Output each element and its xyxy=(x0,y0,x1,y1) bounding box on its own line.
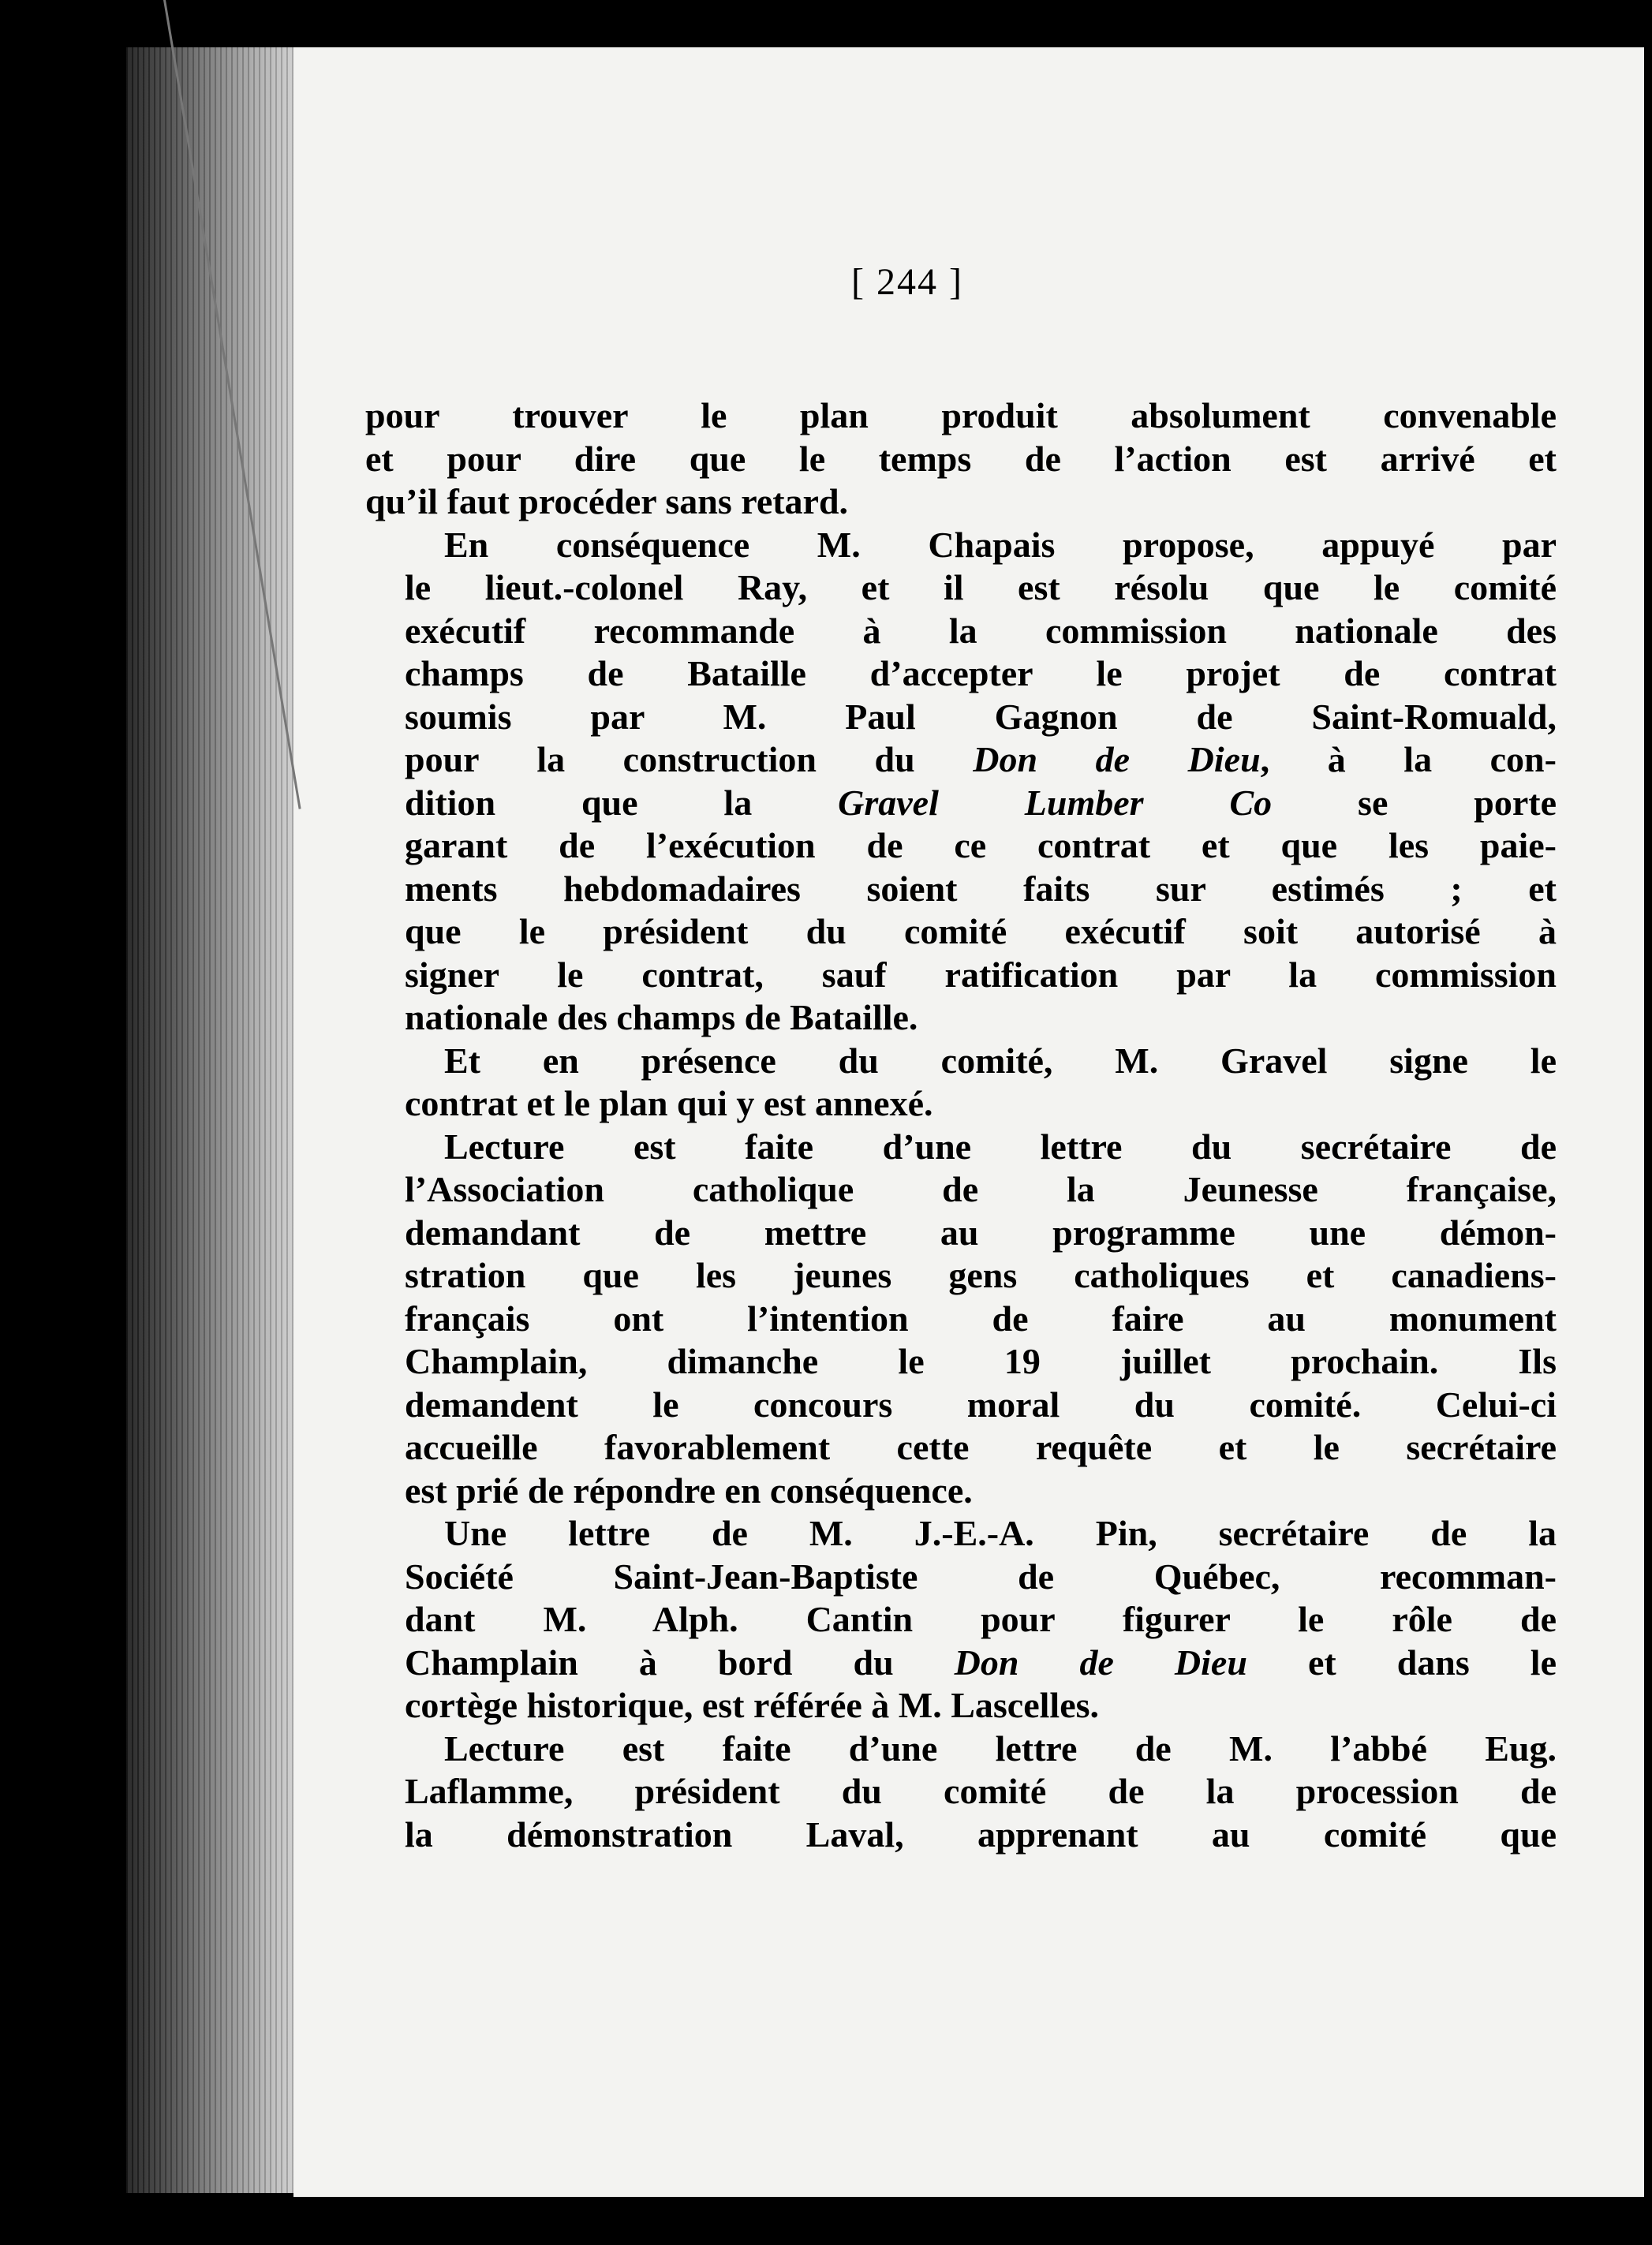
text-line: champs de Bataille d’accepter le projet de contrat xyxy=(405,653,1557,693)
text-line: que le président du comité exécutif soit autorisé à xyxy=(405,911,1557,951)
text-line: Une lettre de M. J.-E.-A. Pin, secrétaire de la xyxy=(444,1513,1557,1553)
text-line: dant M. Alph. Cantin pour figurer le rôle de xyxy=(405,1599,1557,1639)
text-line: signer le contrat, sauf ratification par la commission xyxy=(405,954,1557,995)
text-line: est prié de répondre en conséquence. xyxy=(405,1470,973,1511)
text-line: Champlain à bord du Don de Dieu et dans le xyxy=(405,1642,1557,1683)
text-line: Lecture est faite d’une lettre du secrétaire de xyxy=(444,1126,1557,1167)
text-line: qu’il faut procéder sans retard. xyxy=(365,481,849,521)
text-line: le lieut.-colonel Ray, et il est résolu que le comité xyxy=(405,567,1557,607)
text-line: En conséquence M. Chapais propose, appuyé par xyxy=(444,524,1557,565)
text-line: demandant de mettre au programme une démon- xyxy=(405,1212,1557,1253)
paragraph xyxy=(365,1126,1557,1513)
text-line: nationale des champs de Bataille. xyxy=(405,997,918,1037)
text-line: français ont l’intention de faire au monument xyxy=(405,1298,1557,1339)
text-line: pour la construction du Don de Dieu, à la con- xyxy=(405,739,1557,779)
paragraph xyxy=(365,524,1557,1040)
text-line: accueille favorablement cette requête et le secrétaire xyxy=(405,1427,1557,1467)
text-line: Lecture est faite d’une lettre de M. l’abbé Eug. xyxy=(444,1728,1557,1769)
text-line: Laflamme, président du comité de la procession de xyxy=(405,1771,1557,1811)
text-line: l’Association catholique de la Jeunesse française, xyxy=(405,1169,1557,1209)
text-line: Et en présence du comité, M. Gravel signe le xyxy=(444,1040,1557,1081)
text-line: et pour dire que le temps de l’action est arrivé et xyxy=(365,438,1557,479)
paragraph xyxy=(365,1512,1557,1728)
paragraph xyxy=(365,1728,1557,1857)
text-line: Société Saint-Jean-Baptiste de Québec, recomman- xyxy=(405,1556,1557,1597)
italic-title: Don de Dieu xyxy=(954,1642,1247,1683)
paragraph xyxy=(365,394,1557,524)
italic-title: Gravel Lumber Co xyxy=(838,782,1273,823)
text-line: exécutif recommande à la commission nationale des xyxy=(405,610,1557,651)
text-line: cortège historique, est référée à M. Lascelles. xyxy=(405,1685,1100,1725)
text-line: soumis par M. Paul Gagnon de Saint-Romuald, xyxy=(405,696,1557,737)
text-line: contrat et le plan qui y est annexé. xyxy=(405,1083,933,1123)
text-line: pour trouver le plan produit absolument convenable xyxy=(365,395,1557,435)
paragraph xyxy=(365,1040,1557,1126)
text-line: garant de l’exécution de ce contrat et que les paie- xyxy=(405,825,1557,865)
text-line: Champlain, dimanche le 19 juillet prochain. Ils xyxy=(405,1341,1557,1381)
text-line: ments hebdomadaires soient faits sur estimés ; et xyxy=(405,868,1557,909)
text-line: la démonstration Laval, apprenant au comité que xyxy=(405,1814,1557,1855)
text-line: demandent le concours moral du comité. Celui-ci xyxy=(405,1384,1557,1425)
body-text xyxy=(365,394,1557,1856)
text-line: stration que les jeunes gens catholiques et canadiens- xyxy=(405,1255,1557,1295)
italic-title: Don de Dieu xyxy=(973,739,1261,779)
text-line: dition que la Gravel Lumber Co se porte xyxy=(405,782,1557,823)
book-binding-edge xyxy=(126,47,308,2193)
page-number: [ 244 ] xyxy=(851,261,963,303)
